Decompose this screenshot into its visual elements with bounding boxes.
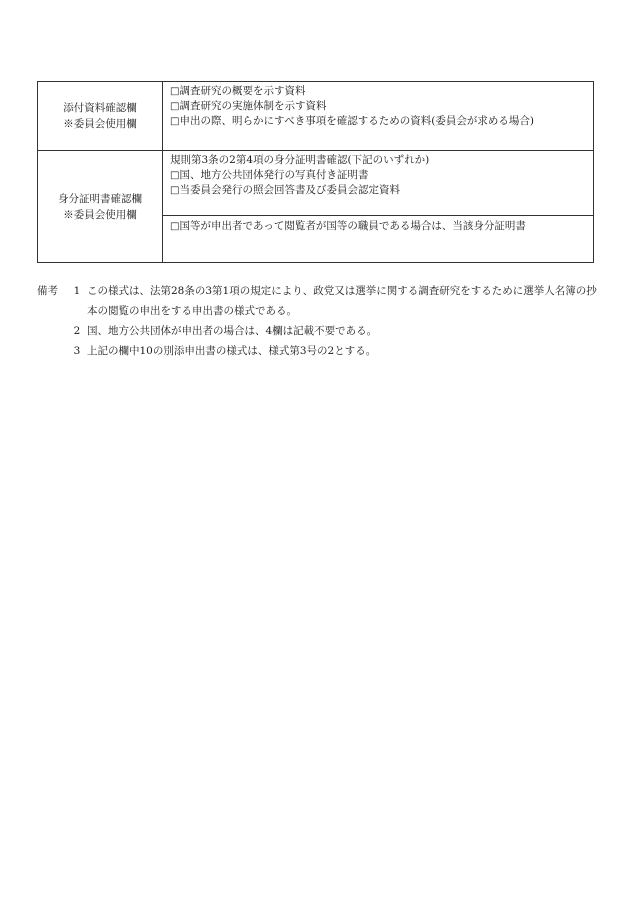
identity-government-option: [163, 216, 593, 263]
note-text: この様式は、法第28条の3第1項の規定により、政党又は選挙に関する調査研究をするために選挙人名簿の抄本の閲覧の申出をする申出書の様式である。: [87, 285, 597, 317]
notes-section: [37, 281, 597, 361]
label-line: 添付資料確認欄: [63, 102, 137, 114]
label-line: ※委員会使用欄: [63, 208, 137, 221]
attachment-confirmation-label: [38, 82, 163, 151]
checkbox-item-government-staff[interactable]: [170, 219, 587, 234]
checkbox-icon[interactable]: □: [170, 86, 180, 97]
checkbox-item-overview[interactable]: [170, 84, 587, 99]
checkbox-icon[interactable]: □: [170, 101, 180, 112]
checkbox-icon[interactable]: □: [170, 185, 180, 196]
note-text: 上記の欄中10の別添申出書の様式は、様式第3号の2とする。: [87, 345, 377, 357]
attachment-confirmation-row: [38, 82, 594, 151]
identity-confirmation-label: [38, 151, 163, 263]
identity-options: [163, 151, 593, 216]
note-number: 2: [73, 325, 81, 337]
label-line: ※委員会使用欄: [63, 118, 137, 130]
checkbox-label: 国、地方公共団体発行の写真付き証明書: [179, 169, 369, 181]
label-line: 身分証明書確認欄: [58, 192, 142, 205]
note-item: [37, 341, 597, 361]
attachment-confirmation-content: [163, 82, 594, 151]
checkbox-label: 調査研究の実施体制を示す資料: [179, 100, 327, 112]
checkbox-icon[interactable]: □: [170, 221, 180, 232]
identity-inner-table: [163, 151, 593, 262]
checkbox-label: 当委員会発行の照会回答書及び委員会認定資料: [179, 184, 400, 196]
note-number: 3: [73, 345, 81, 357]
note-text: 国、地方公共団体が申出者の場合は、4欄は記載不要である。: [87, 325, 378, 337]
confirmation-table: [37, 81, 594, 263]
note-item: [37, 281, 597, 321]
checkbox-item-photo-id[interactable]: [170, 168, 587, 183]
notes-heading: 備考: [37, 285, 58, 297]
checkbox-icon[interactable]: □: [170, 170, 180, 181]
checkbox-icon[interactable]: □: [170, 116, 180, 127]
note-item: [37, 321, 597, 341]
checkbox-item-committee-doc[interactable]: [170, 183, 587, 198]
identity-confirmation-row: [38, 151, 594, 263]
identity-confirmation-content: [163, 151, 594, 263]
checkbox-label: 申出の際、明らかにすべき事項を確認するための資料(委員会が求める場合): [179, 115, 534, 127]
checkbox-label: 調査研究の概要を示す資料: [179, 85, 306, 97]
checkbox-item-structure[interactable]: [170, 99, 587, 114]
checkbox-label: 国等が申出者であって閲覧者が国等の職員である場合は、当該身分証明書: [179, 220, 526, 232]
note-number: 1: [73, 285, 81, 297]
checkbox-item-verification[interactable]: [170, 114, 587, 129]
identity-intro: 規則第3条の2第4項の身分証明書確認(下記のいずれか): [170, 154, 430, 166]
